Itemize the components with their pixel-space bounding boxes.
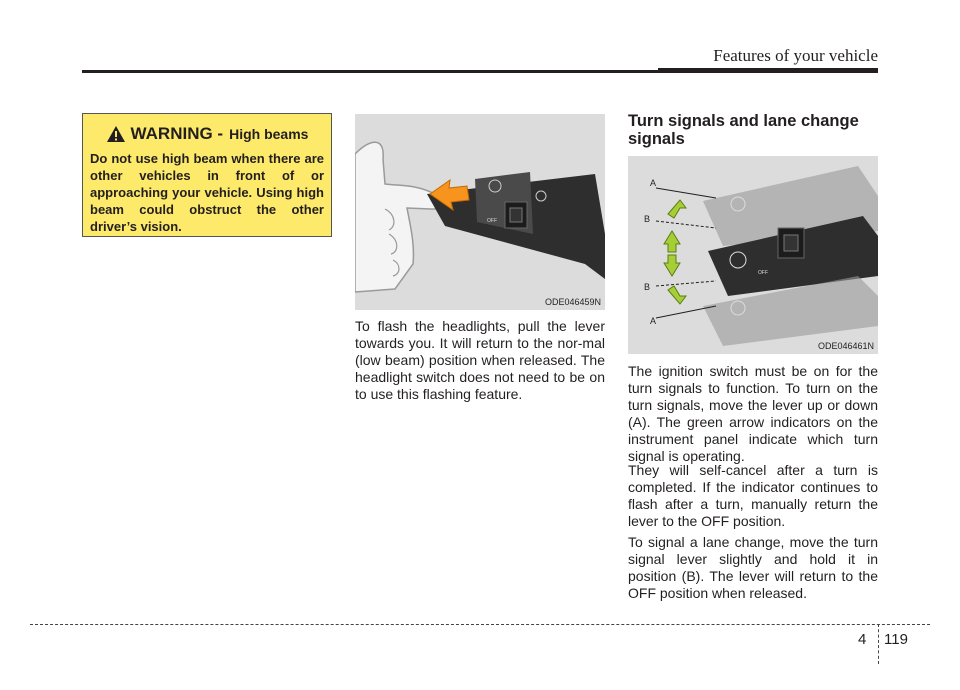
lever-photo-2 [628,156,878,354]
footer-rule [30,624,930,625]
warning-title: WARNING - [130,124,224,143]
svg-text:OFF: OFF [758,270,768,276]
figure-code: ODE046461N [817,341,874,351]
turn-signals-heading: Turn signals and lane change signals [628,112,859,148]
lever-photo-1 [355,114,605,310]
warning-text: Do not use high beam when there are other vehicles in front of or approaching your vehicle. Using high beam could obstruct the other driver’s vision. [90,151,324,234]
figure-code: ODE046459N [544,297,601,307]
svg-text:OFF: OFF [487,218,497,224]
warning-header [90,124,324,144]
turn-signal-paragraph-2: They will self-cancel after a turn is completed. If the indicator continues to flash after a turn, manually return the lever to the OFF position. [628,462,878,529]
label-a-bottom: A [650,316,657,326]
headlight-flash-illustration [355,114,605,310]
warning-triangle-icon [106,125,126,143]
turn-signal-paragraph-1: The ignition switch must be on for the turn signals to function. To turn on the turn signals, move the lever up or down (A). The green arrow indicators on the instrument panel indicate which turn signal is operating. [628,363,878,464]
page-number: 119 [884,631,908,648]
headlight-flash-text: To flash the headlights, pull the lever towards you. It will return to the nor-mal (low beam) position when released. The headlight switch does not need to be on to use this flashing feature. [355,318,605,402]
label-b-top: B [644,214,651,224]
footer-divider [878,624,879,664]
chapter-number: 4 [858,631,867,648]
warning-subtitle: High beams [229,126,309,142]
label-b-bottom: B [644,282,651,292]
turn-signal-illustration [628,156,878,354]
turn-signal-paragraph-3: To signal a lane change, move the turn signal lever slightly and hold it in position (B). The lever will return to the OFF position when released. [628,534,878,601]
warning-box [82,113,332,237]
section-title: Features of your vehicle [713,46,878,65]
header-rule-accent [658,68,878,73]
label-a-top: A [650,178,657,188]
